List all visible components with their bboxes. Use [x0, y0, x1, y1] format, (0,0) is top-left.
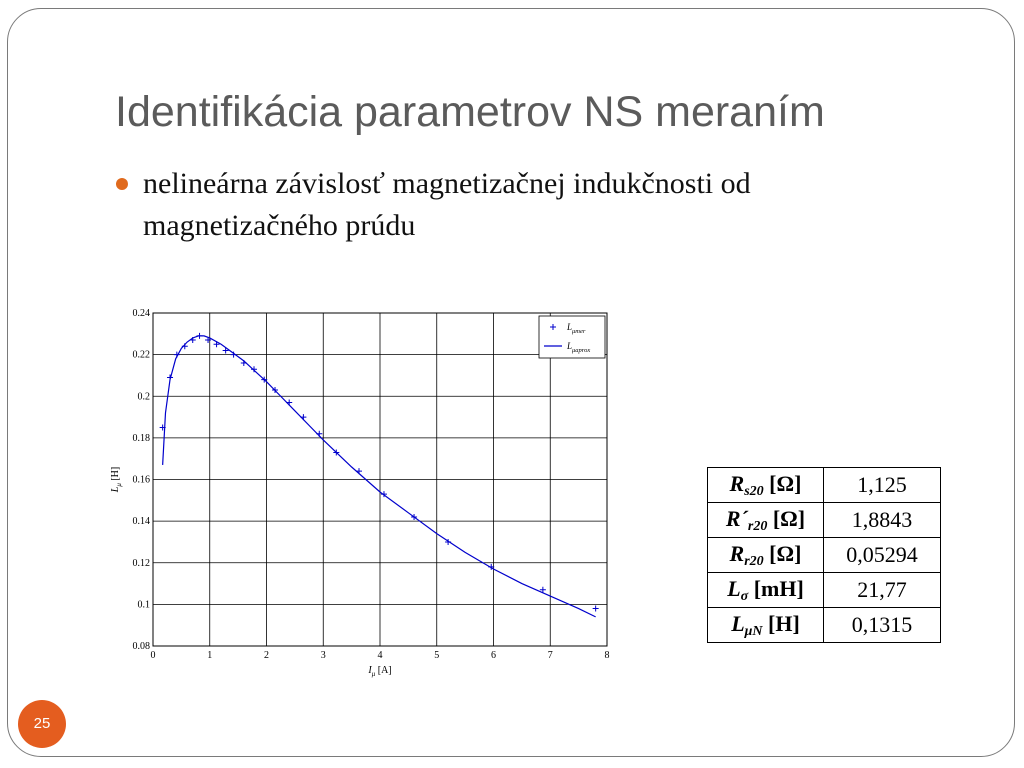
- y-tick-label: 0.2: [137, 391, 150, 403]
- legend-label: $L_{\mu mer}$: [567, 322, 586, 335]
- bullet-text: nelineárna závislosť magnetizačnej indukčnosti od magnetizačného prúdu: [143, 167, 751, 242]
- x-tick-label: 7: [547, 650, 553, 661]
- y-tick-label: 0.08: [132, 641, 150, 652]
- parameter-label: [708, 538, 824, 573]
- parameter-symbol: R´: [725, 505, 748, 531]
- table-row: [708, 468, 941, 503]
- slide-title: Identifikácia parametrov NS meraním: [115, 88, 825, 136]
- parameter-label: [708, 468, 824, 503]
- parameter-symbol: L: [731, 610, 745, 636]
- parameter-unit: [Ω]: [767, 505, 806, 531]
- parameter-value: 21,77: [824, 573, 941, 608]
- x-axis-label: $I_\mu$ [A]: [368, 665, 392, 678]
- parameter-value: 0,05294: [824, 538, 941, 573]
- parameter-label: [708, 608, 824, 643]
- y-tick-label: 0.16: [132, 474, 150, 486]
- y-tick-label: 0.14: [132, 516, 150, 528]
- parameter-unit: [Ω]: [763, 470, 802, 496]
- parameter-symbol: R: [729, 540, 745, 566]
- parameter-subscript: μN: [744, 623, 763, 639]
- parameter-subscript: r20: [747, 518, 768, 534]
- parameter-unit: [Ω]: [763, 540, 802, 566]
- parameter-subscript: r20: [744, 553, 764, 569]
- x-tick-label: 8: [604, 650, 610, 661]
- x-tick-label: 5: [434, 650, 440, 661]
- table-row: [708, 573, 941, 608]
- y-tick-label: 0.22: [132, 349, 150, 361]
- parameter-value: 1,8843: [824, 503, 941, 538]
- x-tick-label: 6: [491, 650, 496, 661]
- parameter-unit: [mH]: [748, 575, 804, 601]
- y-tick-label: 0.12: [132, 557, 150, 569]
- parameter-unit: [H]: [762, 610, 800, 636]
- legend-label: $L_{\mu aprox}$: [567, 341, 591, 354]
- parameter-subscript: σ: [740, 588, 749, 604]
- parameter-label: [708, 503, 824, 538]
- y-tick-label: 0.24: [132, 308, 150, 319]
- y-tick-label: 0.18: [132, 432, 150, 444]
- x-tick-label: 3: [320, 650, 326, 661]
- y-axis-label: $L_\mu$ [H]: [110, 466, 123, 493]
- y-tick-label: 0.1: [137, 599, 150, 611]
- parameter-subscript: s20: [744, 483, 764, 499]
- parameter-value: 0,1315: [824, 608, 941, 643]
- parameter-symbol: L: [727, 575, 741, 601]
- parameter-symbol: R: [729, 470, 745, 496]
- table-row: [708, 608, 941, 643]
- parameter-label: [708, 573, 824, 608]
- parameter-value: 1,125: [824, 468, 941, 503]
- x-tick-label: 1: [207, 650, 213, 661]
- x-tick-label: 4: [377, 650, 383, 661]
- x-tick-label: 0: [150, 650, 156, 661]
- parameter-table: [707, 467, 941, 643]
- table-row: [708, 538, 941, 573]
- table-row: [708, 503, 941, 538]
- x-tick-label: 2: [264, 650, 269, 661]
- page-number: 25: [18, 700, 66, 748]
